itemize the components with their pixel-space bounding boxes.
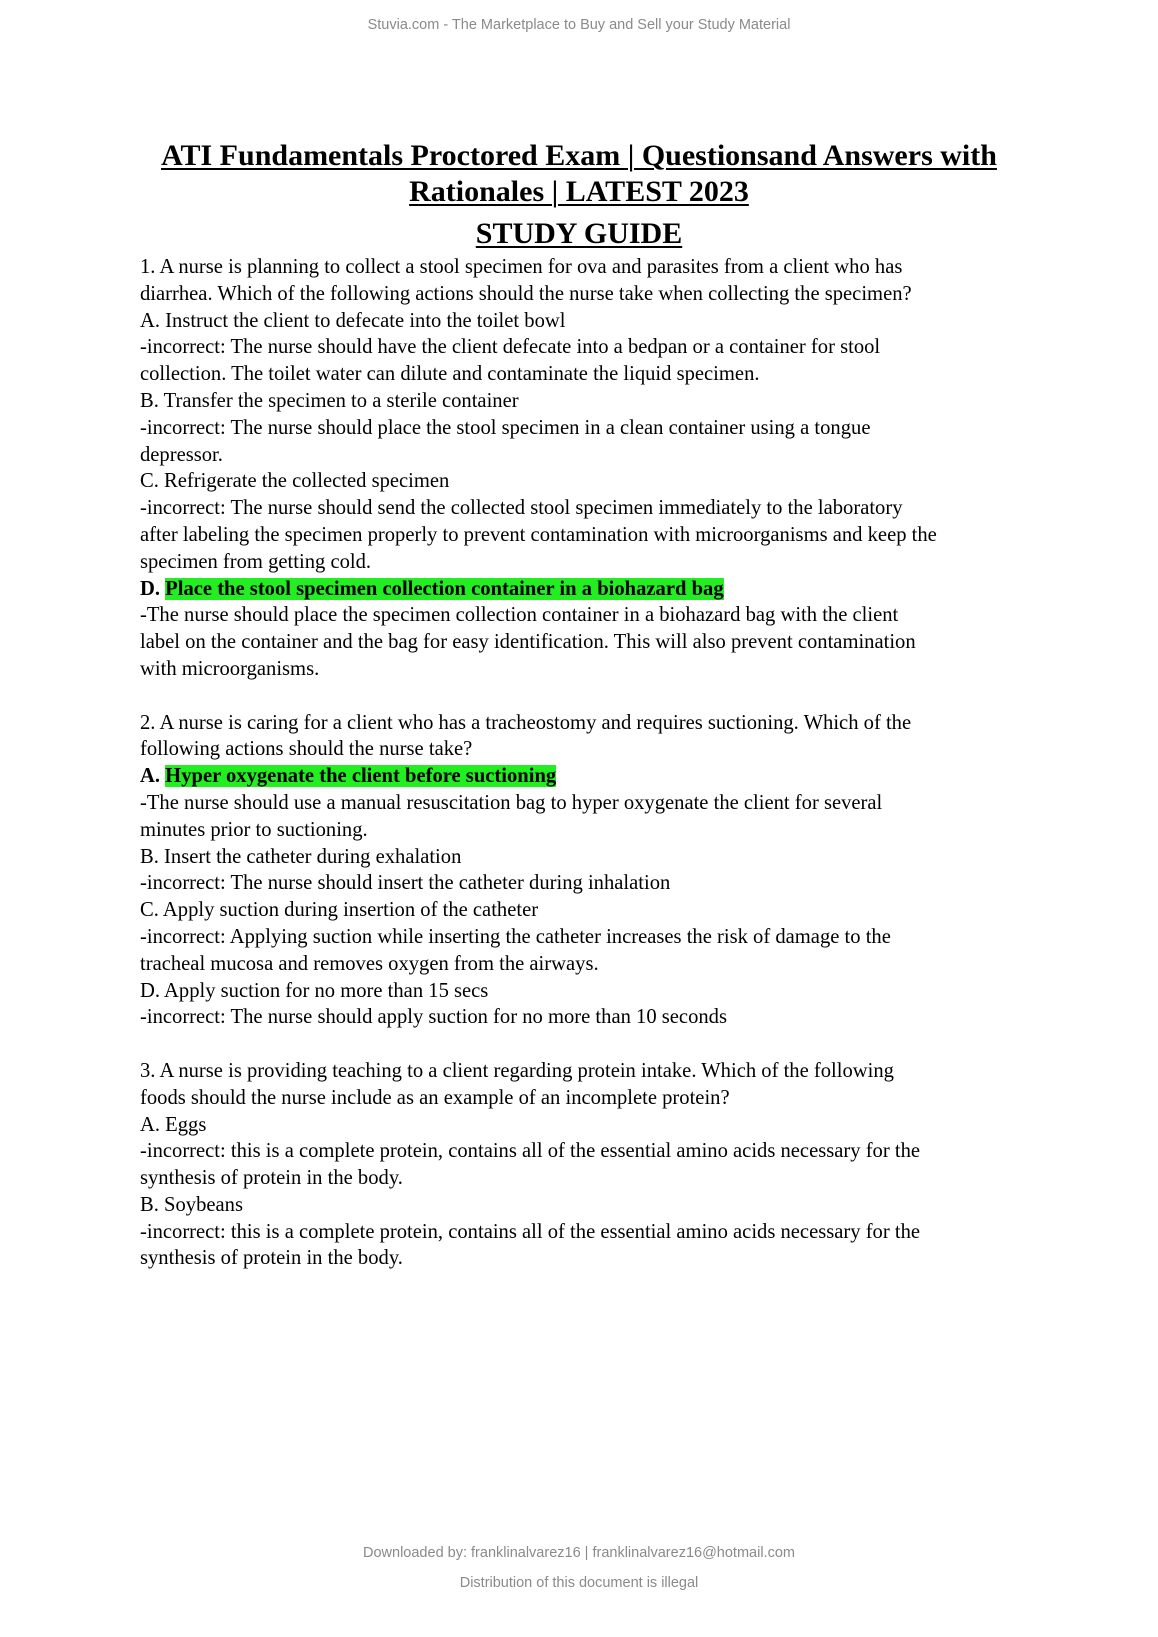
rationale-text: -incorrect: The nurse should send the collected stool specimen immediately to the laboratory [140, 497, 903, 520]
rationale-text: -incorrect: Applying suction while inserting the catheter increases the risk of damage to the [140, 925, 891, 948]
answer-option: A. Eggs [140, 1113, 207, 1136]
rationale-text: -incorrect: The nurse should place the stool specimen in a clean container using a tongue [140, 416, 871, 439]
highlighted-answer: Hyper oxygenate the client before suctioning [165, 765, 557, 788]
document-body [140, 254, 1060, 1272]
answer-letter: A. [140, 765, 166, 788]
question-3 [140, 1058, 1060, 1272]
downloaded-by-footer: Downloaded by: franklinalvarez16 | franklinalvarez16@hotmail.com [363, 1545, 795, 1561]
rationale-text: collection. The toilet water can dilute and contaminate the liquid specimen. [140, 363, 760, 386]
answer-option: B. Transfer the specimen to a sterile container [140, 389, 519, 412]
answer-option: A. Instruct the client to defecate into the toilet bowl [140, 309, 566, 332]
document-subtitle-text: STUDY GUIDE [475, 217, 683, 250]
answer-option: D. Apply suction for no more than 15 secs [140, 979, 489, 1002]
question-stem: following actions should the nurse take? [140, 738, 473, 761]
rationale-text: -incorrect: The nurse should have the client defecate into a bedpan or a container for stool [140, 336, 881, 359]
rationale-text: -incorrect: The nurse should apply suction for no more than 10 seconds [140, 1006, 727, 1029]
highlighted-answer: Place the stool specimen collection container in a biohazard bag [165, 577, 724, 600]
rationale-text: -incorrect: this is a complete protein, contains all of the essential amino acids necessary for the [140, 1140, 921, 1163]
site-header-text: Stuvia.com - The Marketplace to Buy and Sell your Study Material [367, 17, 791, 33]
answer-option: C. Refrigerate the collected specimen [140, 470, 450, 493]
question-stem: diarrhea. Which of the following actions should the nurse take when collecting the specimen? [140, 282, 912, 305]
rationale-text: synthesis of protein in the body. [140, 1167, 403, 1190]
question-stem: 2. A nurse is caring for a client who has a tracheostomy and requires suctioning. Which of the [140, 711, 912, 734]
distribution-notice-footer: Distribution of this document is illegal [459, 1575, 699, 1591]
rationale-text: label on the container and the bag for easy identification. This will also prevent contamination [140, 631, 916, 654]
spacer [140, 683, 1060, 710]
rationale-text: specimen from getting cold. [140, 550, 372, 573]
question-stem: 3. A nurse is providing teaching to a client regarding protein intake. Which of the following [140, 1059, 894, 1082]
question-1 [140, 254, 1060, 683]
document-title-line-1: ATI Fundamentals Proctored Exam | Questionsand Answers with [161, 139, 997, 172]
answer-option: C. Apply suction during insertion of the catheter [140, 899, 539, 922]
answer-option: B. Soybeans [140, 1193, 243, 1216]
correct-answer-option [140, 763, 1060, 790]
rationale-text: synthesis of protein in the body. [140, 1247, 403, 1270]
rationale-text: depressor. [140, 443, 223, 466]
answer-letter: D. [140, 577, 166, 600]
rationale-text: -The nurse should use a manual resuscitation bag to hyper oxygenate the client for several [140, 791, 883, 814]
rationale-text: with microorganisms. [140, 657, 320, 680]
rationale-text: -incorrect: this is a complete protein, contains all of the essential amino acids necessary for the [140, 1220, 921, 1243]
answer-option: B. Insert the catheter during exhalation [140, 845, 462, 868]
correct-answer-option [140, 576, 1060, 603]
document-subtitle [100, 217, 1058, 251]
rationale-text: minutes prior to suctioning. [140, 818, 368, 841]
document-title-line-2: Rationales | LATEST 2023 [409, 175, 749, 208]
spacer [140, 1031, 1060, 1058]
rationale-text: tracheal mucosa and removes oxygen from the airways. [140, 952, 599, 975]
document-title [100, 138, 1058, 210]
rationale-text: after labeling the specimen properly to prevent contamination with microorganisms and keep the [140, 523, 937, 546]
question-2 [140, 710, 1060, 1032]
rationale-text: -The nurse should place the specimen collection container in a biohazard bag with the client [140, 604, 899, 627]
question-stem: foods should the nurse include as an example of an incomplete protein? [140, 1086, 730, 1109]
rationale-text: -incorrect: The nurse should insert the catheter during inhalation [140, 872, 671, 895]
question-stem: 1. A nurse is planning to collect a stool specimen for ova and parasites from a client who has [140, 256, 903, 278]
